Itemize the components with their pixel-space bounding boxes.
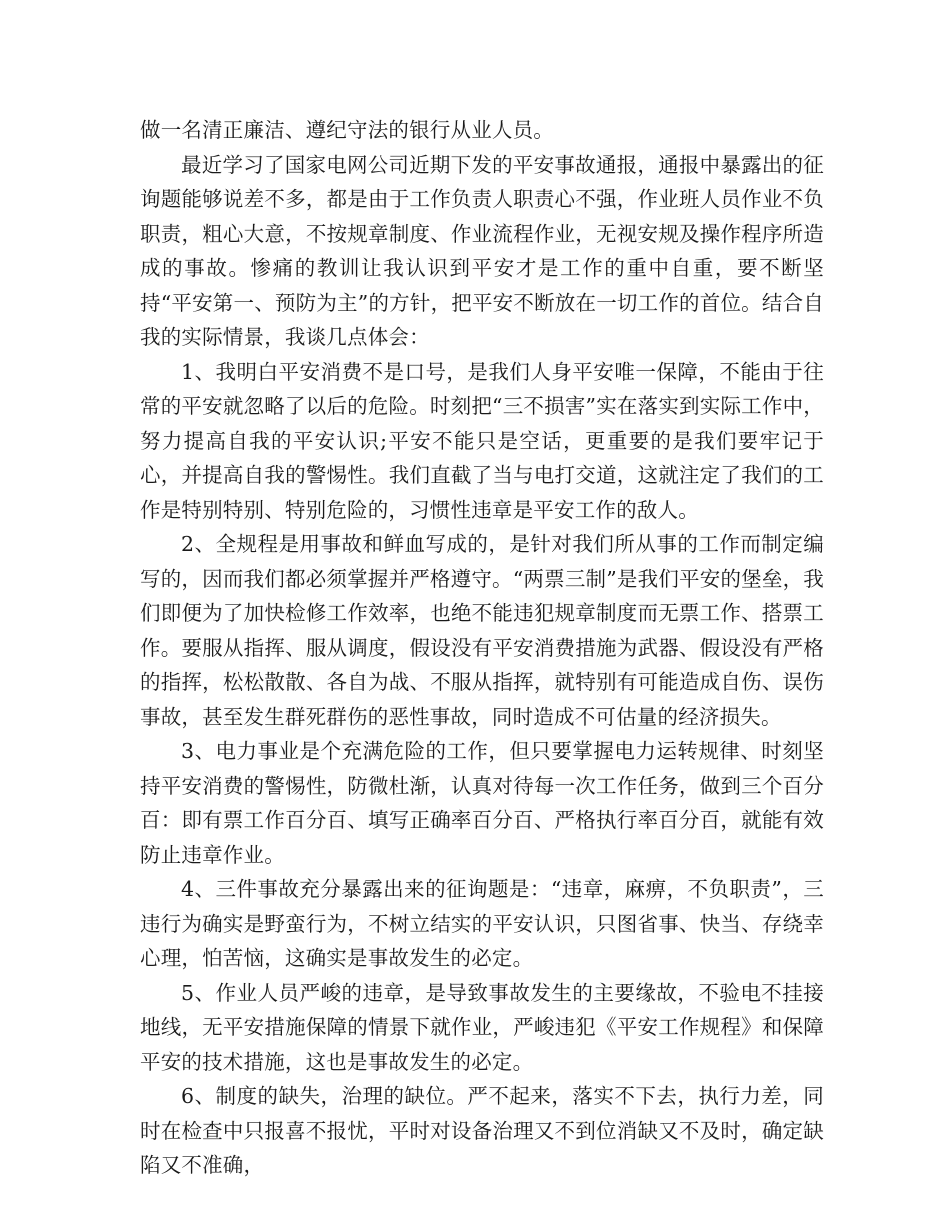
paragraph-point-4: 4、三件事故充分暴露出来的征询题是：“违章，麻痹，不负职责”，三违行为确实是野蛮行为，不树立结实的平安认识，只图省事、快当、存绕幸心理，怕苦恼，这确实是事故发生的必定。 [140, 877, 824, 970]
paragraph-study-summary: 最近学习了国家电网公司近期下发的平安事故通报，通报中暴露出的征询题能够说差不多，都是由于工作负责人职责心不强，作业班人员作业不负职责，粗心大意，不按规章制度、作业流程作业，无视安规及操作程序所造成的事故。惨痛的教训让我认识到平安才是工作的重中自重，要不断坚持“平安第一、预防为主”的方针，把平安不断放在一切工作的首位。结合自我的实际情景，我谈几点体会： [140, 152, 824, 349]
paragraph-point-6: 6、制度的缺失，治理的缺位。严不起来，落实不下去，执行力差，同时在检查中只报喜不报忧，平时对设备治理又不到位消缺又不及时，确定缺陷又不准确， [140, 1084, 824, 1177]
paragraph-point-5: 5、作业人员严峻的违章，是导致事故发生的主要缘故，不验电不挂接地线，无平安措施保障的情景下就作业，严峻违犯《平安工作规程》和保障平安的技术措施，这也是事故发生的必定。 [140, 980, 824, 1074]
paragraph-intro-tail: 做一名清正廉洁、遵纪守法的银行从业人员。 [140, 118, 554, 142]
paragraph-point-3: 3、电力事业是个充满危险的工作，但只要掌握电力运转规律、时刻坚持平安消费的警惕性，防微杜渐，认真对待每一次工作任务，做到三个百分百：即有票工作百分百、填写正确率百分百、严格执行率百分百，就能有效防止违章作业。 [140, 739, 824, 867]
paragraph-point-1: 1、我明白平安消费不是口号，是我们人身平安唯一保障，不能由于往常的平安就忽略了以后的危险。时刻把“三不损害”实在落实到实际工作中，努力提高自我的平安认识;平安不能只是空话，更重要的是我们要牢记于心，并提高自我的警惕性。我们直截了当与电打交道，这就注定了我们的工作是特别特别、特别危险的，习惯性违章是平安工作的敌人。 [140, 359, 824, 522]
document-page [140, 113, 824, 1183]
paragraph-point-2: 2、全规程是用事故和鲜血写成的，是针对我们所从事的工作而制定编写的，因而我们都必须掌握并严格遵守。“两票三制”是我们平安的堡垒，我们即便为了加快检修工作效率，也绝不能违犯规章制度而无票工作、搭票工作。要服从指挥、服从调度，假设没有平安消费措施为武器、假设没有严格的指挥，松松散散、各自为战、不服从指挥，就特别有可能造成自伤、误伤事故，甚至发生群死群伤的恶性事故，同时造成不可估量的经济损失。 [140, 532, 824, 729]
